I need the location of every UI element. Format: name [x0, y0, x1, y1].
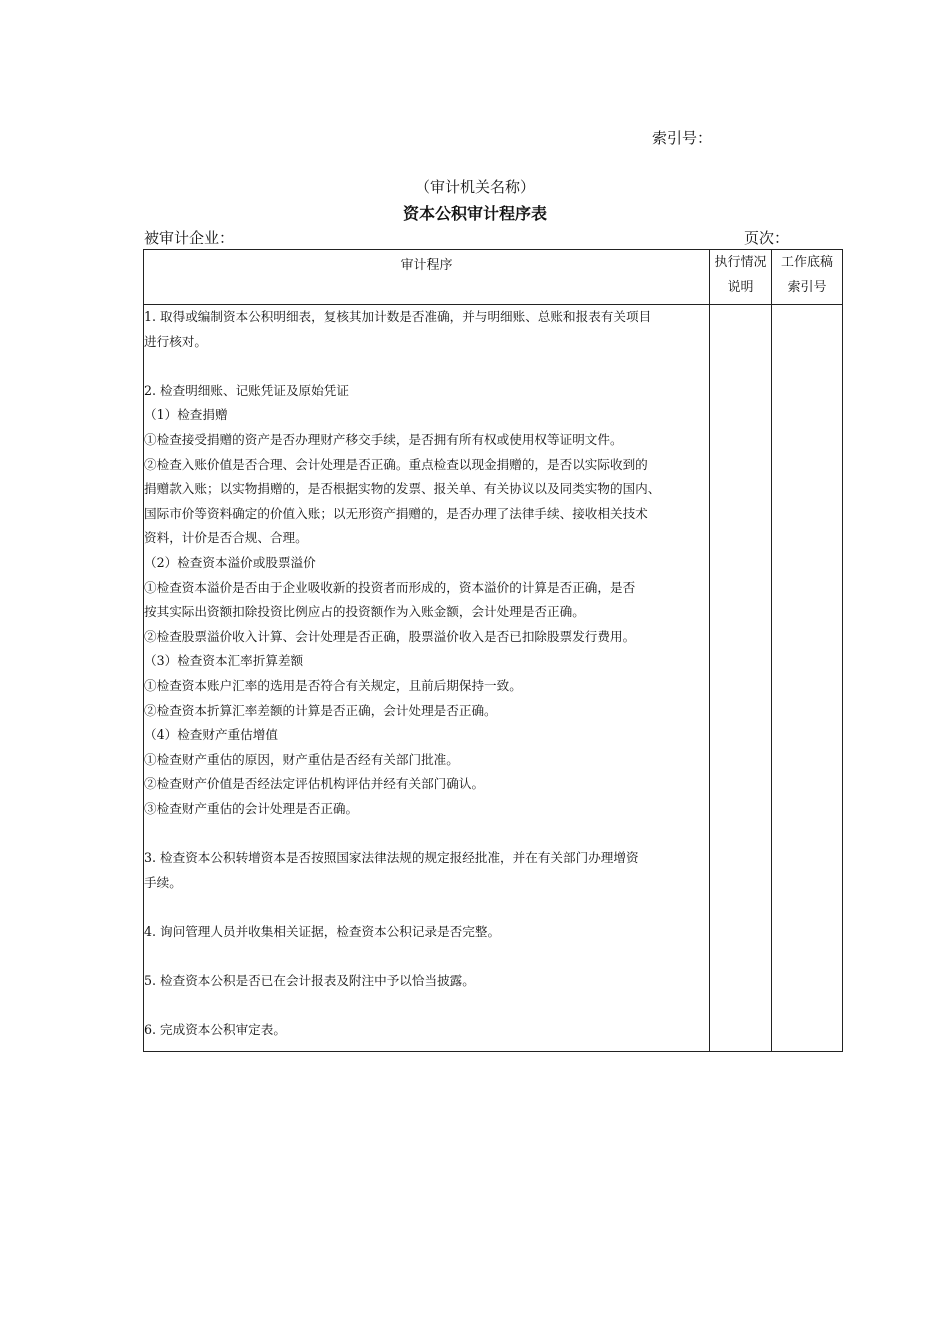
blank-line — [144, 821, 709, 846]
execution-notes-cell[interactable] — [710, 305, 772, 1052]
procedure-line: ①检查资本溢价是否由于企业吸收新的投资者而形成的，资本溢价的计算是否正确，是否 — [144, 579, 636, 595]
execution-header-line-1: 执行情况 — [714, 255, 767, 270]
procedure-line: 2. 检查明细账、记账凭证及原始凭证 — [144, 382, 349, 398]
procedure-line: （4）检查财产重估增值 — [144, 727, 278, 743]
procedure-line: 手续。 — [144, 874, 182, 890]
blank-line — [144, 994, 709, 1019]
execution-header-line-2: 说明 — [727, 280, 754, 295]
procedure-content-cell — [144, 305, 710, 1052]
procedure-line: ①检查财产重估的原因，财产重估是否经有关部门批准。 — [144, 751, 459, 767]
document-title: 资本公积审计程序表 — [402, 204, 547, 223]
procedure-line: 1. 取得或编制资本公积明细表，复核其加计数是否准确，并与明细账、总账和报表有关项目 — [144, 309, 652, 324]
blank-line — [144, 354, 709, 379]
workpaper-column-header — [772, 250, 843, 305]
index-number-label: 索引号： — [652, 129, 713, 147]
page-number-label: 页次： — [744, 229, 790, 247]
workpaper-index-cell[interactable] — [772, 305, 843, 1052]
blank-line — [144, 944, 709, 969]
procedure-line: ①检查资本账户汇率的选用是否符合有关规定，且前后期保持一致。 — [144, 677, 522, 693]
procedure-line: 资料，计价是否合规、合理。 — [144, 530, 308, 546]
procedure-line: （3）检查资本汇率折算差额 — [144, 653, 304, 669]
workpaper-header-line-2: 索引号 — [787, 280, 827, 295]
procedure-line: ②检查股票溢价收入计算、会计处理是否正确，股票溢价收入是否已扣除股票发行费用。 — [144, 628, 636, 644]
procedure-line: 进行核对。 — [144, 333, 207, 349]
audit-procedure-table — [143, 249, 843, 1052]
procedure-line: ②检查入账价值是否合理、会计处理是否正确。重点检查以现金捐赠的，是否以实际收到的 — [144, 456, 648, 472]
procedure-line: 国际市价等资料确定的价值入账；以无形资产捐赠的，是否办理了法律手续、接收相关技术 — [144, 505, 648, 521]
table-body-row — [144, 305, 843, 1052]
workpaper-header-line-1: 工作底稿 — [780, 255, 833, 270]
procedure-line: 5. 检查资本公积是否已在会计报表及附注中予以恰当披露。 — [144, 973, 475, 989]
audit-org-name: （审计机关名称） — [414, 178, 535, 196]
procedure-line: 按其实际出资额扣除投资比例应占的投资额作为入账金额，会计处理是否正确。 — [144, 604, 585, 620]
procedure-line: 4. 询问管理人员并收集相关证据，检查资本公积记录是否完整。 — [144, 923, 501, 939]
procedure-line: （2）检查资本溢价或股票溢价 — [144, 554, 316, 570]
procedure-line: 捐赠款入账；以实物捐赠的，是否根据实物的发票、报关单、有关协议以及同类实物的国内、 — [144, 481, 661, 497]
procedure-lines — [144, 305, 709, 1043]
procedure-line: ②检查财产价值是否经法定评估机构评估并经有关部门确认。 — [144, 776, 485, 792]
procedure-line: 6. 完成资本公积审定表。 — [144, 1022, 286, 1038]
execution-column-header — [710, 250, 772, 305]
procedure-line: ③检查财产重估的会计处理是否正确。 — [144, 800, 359, 816]
table-header-row — [144, 250, 843, 305]
procedure-line: ①检查接受捐赠的资产是否办理财产移交手续，是否拥有所有权或使用权等证明文件。 — [144, 431, 623, 447]
procedure-line: （1）检查捐赠 — [144, 407, 228, 423]
procedure-header-text: 审计程序 — [400, 258, 453, 273]
procedure-column-header — [144, 250, 710, 305]
blank-line — [144, 895, 709, 920]
procedure-line: ②检查资本折算汇率差额的计算是否正确，会计处理是否正确。 — [144, 702, 497, 718]
audited-company-label: 被审计企业： — [144, 229, 235, 247]
procedure-line: 3. 检查资本公积转增资本是否按照国家法律法规的规定报经批准，并在有关部门办理增资 — [144, 850, 639, 866]
